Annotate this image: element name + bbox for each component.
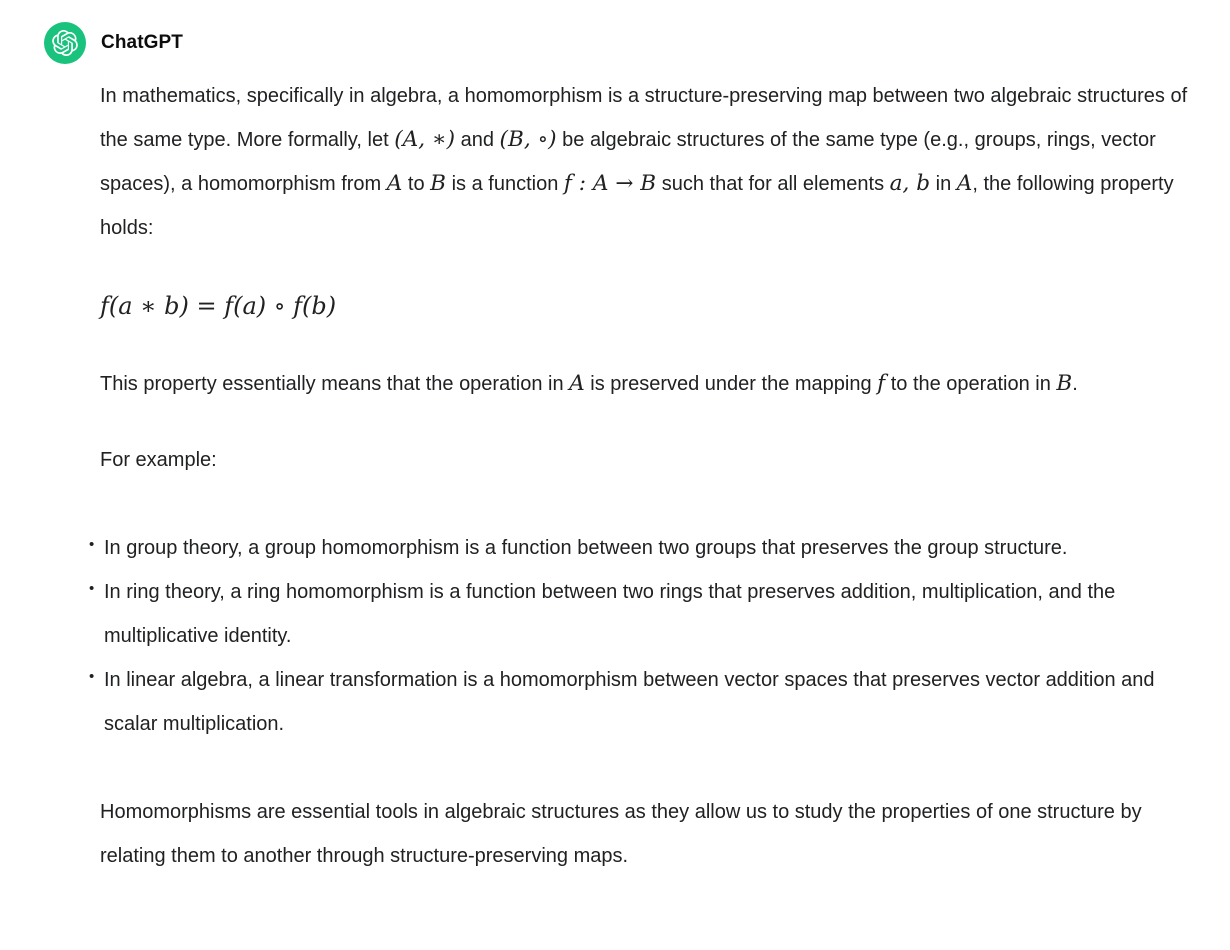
list-item: • In linear algebra, a linear transformation is a homomorphism between vector spaces that preserves vector addition and scalar multiplication. [104, 658, 1206, 746]
list-item: • In ring theory, a ring homomorphism is a function between two rings that preserves addition, multiplication, and the multiplicative identity. [104, 570, 1206, 658]
openai-logo-icon [52, 30, 78, 56]
chatgpt-avatar [44, 22, 86, 64]
inline-math: a, b [889, 171, 931, 196]
inline-math: A [956, 171, 973, 196]
app-name: ChatGPT [101, 32, 183, 53]
bullet-list [100, 526, 1206, 746]
math-formula: f(a ∗ b) = f(a) ∘ f(b) [100, 292, 337, 320]
paragraph-for-example: For example: [100, 449, 217, 471]
message-body [100, 22, 1206, 878]
inline-math: (B, ∘) [499, 127, 557, 152]
inline-math: f : A → B [563, 171, 657, 196]
inline-math: B [1056, 371, 1073, 396]
paragraph-intro: In mathematics, specifically in algebra, a homomorphism is a structure-preserving map between two algebraic structures of the same type. More formally, let (A, ∗) and (B, ∘) be algebraic structures of the same type (e.g., groups, rings, vector spaces), a homomorphism from A to B is a function f : A → B such that for all elements a, b in A, the following property holds: [100, 85, 1188, 239]
inline-math: A [386, 171, 403, 196]
list-item: • In group theory, a group homomorphism is a function between two groups that preserves the group structure. [104, 526, 1206, 570]
message-header [44, 22, 183, 64]
inline-math: B [430, 171, 447, 196]
inline-math: f [877, 371, 886, 396]
paragraph-conclusion: Homomorphisms are essential tools in algebraic structures as they allow us to study the properties of one structure by relating them to another through structure-preserving maps. [100, 801, 1142, 867]
inline-math: (A, ∗) [394, 127, 456, 152]
inline-math: A [569, 371, 585, 396]
paragraph-explanation: This property essentially means that the operation in A is preserved under the mapping f to the operation in B. [100, 371, 1078, 396]
